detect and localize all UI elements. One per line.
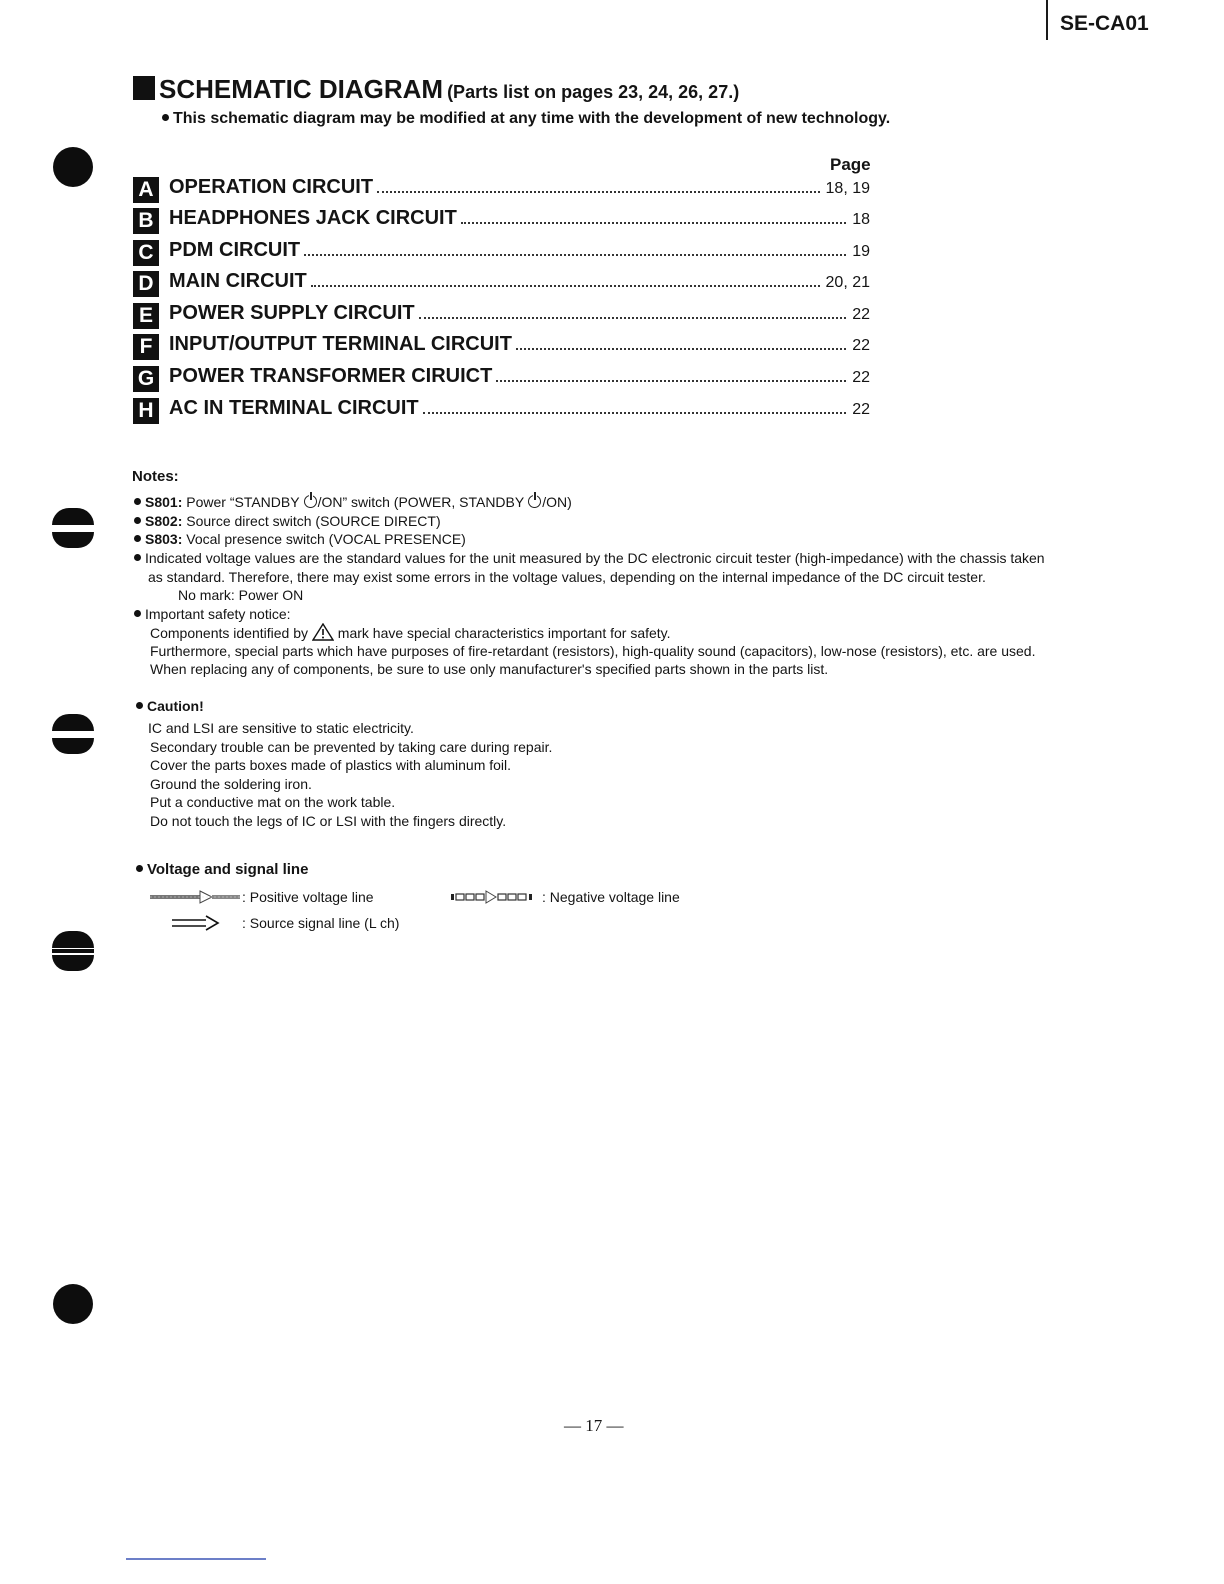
note-switch-s801: [134, 493, 572, 511]
page-number: — 17 —: [564, 1416, 624, 1435]
toc-letter-badge: H: [133, 398, 159, 424]
toc-row: [133, 333, 870, 361]
title-parts-reference: (Parts list on pages 23, 24, 26, 27.): [447, 82, 740, 102]
hole-punch-mark: [52, 714, 94, 754]
toc-row: [133, 365, 870, 393]
toc-letter-badge: G: [133, 366, 159, 392]
negative-voltage-line-icon: [450, 890, 542, 904]
legend-source: [172, 913, 399, 933]
toc-page: 22: [852, 306, 870, 323]
switch-text: /ON): [542, 494, 572, 510]
legend-heading-text: Voltage and signal line: [147, 861, 309, 878]
bullet-icon: [134, 517, 141, 524]
toc-leader-dots: [516, 348, 846, 350]
bullet-icon: [134, 610, 141, 617]
safety-heading-text: Important safety notice:: [145, 606, 291, 622]
switch-code: S802:: [145, 513, 183, 529]
subtitle-text: This schematic diagram may be modified at any time with the development of new technology.: [173, 110, 891, 127]
switch-text: /ON” switch (POWER, STANDBY: [317, 494, 525, 510]
note-switch-s803: [134, 530, 466, 548]
legend-heading: [136, 861, 308, 879]
bullet-icon: [136, 702, 143, 709]
title-square-icon: [133, 76, 155, 100]
switch-text: Power “STANDBY: [186, 494, 300, 510]
switch-code: S803:: [145, 531, 183, 547]
safety-line2: Furthermore, special parts which have purposes of fire-retardant (resistors), high-quality sound (capacitors), low-nose (resistors), etc. are used.: [150, 643, 1036, 659]
toc-row: [133, 239, 870, 267]
toc-letter-badge: E: [133, 303, 159, 329]
caution-heading: [136, 697, 204, 715]
toc-leader-dots: [311, 285, 820, 287]
toc-letter-badge: A: [133, 177, 159, 203]
legend-negative: [450, 887, 680, 907]
caution-line: Do not touch the legs of IC or LSI with the fingers directly.: [150, 813, 507, 829]
legend-source-text: : Source signal line (L ch): [242, 915, 400, 931]
toc-leader-dots: [423, 412, 847, 414]
switch-code: S801:: [145, 494, 183, 510]
source-signal-line-icon: [172, 915, 242, 931]
toc-label: OPERATION CIRCUIT: [169, 176, 374, 198]
notes-heading: Notes:: [132, 468, 179, 485]
safety-line1: [150, 623, 671, 642]
hole-punch-mark: [52, 508, 94, 548]
toc-leader-dots: [496, 380, 846, 382]
warning-triangle-icon: [312, 623, 334, 641]
standby-power-icon: [528, 495, 541, 508]
caution-line: Ground the soldering iron.: [150, 776, 312, 792]
switch-text: Source direct switch (SOURCE DIRECT): [186, 513, 441, 529]
toc-label: HEADPHONES JACK CIRCUIT: [169, 207, 457, 229]
toc-leader-dots: [304, 254, 846, 256]
caution-heading-text: Caution!: [147, 698, 204, 714]
safety-text: Components identified by: [150, 625, 308, 641]
legend-positive: [150, 887, 374, 907]
bullet-icon: [134, 554, 141, 561]
bullet-icon: [136, 865, 143, 872]
safety-line3: When replacing any of components, be sure to use only manufacturer's specified parts shown in the parts list.: [150, 661, 829, 677]
toc-page: 22: [852, 369, 870, 386]
caution-line: IC and LSI are sensitive to static electricity.: [148, 720, 414, 736]
toc-label: MAIN CIRCUIT: [169, 270, 307, 292]
bullet-icon: [134, 498, 141, 505]
toc-letter-badge: C: [133, 240, 159, 266]
voltage-note-line3: No mark: Power ON: [178, 587, 304, 603]
bullet-icon: [134, 535, 141, 542]
positive-voltage-line-icon: [150, 890, 242, 904]
toc-leader-dots: [419, 317, 847, 319]
legend-positive-text: : Positive voltage line: [242, 889, 374, 905]
title-main: SCHEMATIC DIAGRAM: [159, 74, 444, 104]
safety-heading: [134, 605, 291, 623]
model-number: SE-CA01: [1060, 12, 1149, 35]
toc-label: AC IN TERMINAL CIRCUIT: [169, 397, 419, 419]
hole-punch-mark: [53, 1284, 93, 1324]
toc-row: [133, 302, 870, 330]
toc-page: 22: [852, 337, 870, 354]
toc-page: 22: [852, 401, 870, 418]
section-title: [133, 74, 739, 105]
standby-power-icon: [304, 495, 317, 508]
toc-row: [133, 176, 870, 204]
toc-label: INPUT/OUTPUT TERMINAL CIRCUIT: [169, 333, 512, 355]
toc-row: [133, 207, 870, 235]
toc-page: 19: [852, 243, 870, 260]
toc-row: [133, 270, 870, 298]
note-switch-s802: [134, 512, 441, 530]
caution-line: Cover the parts boxes made of plastics with aluminum foil.: [150, 757, 512, 773]
subtitle: [162, 110, 890, 128]
legend-negative-text: : Negative voltage line: [542, 889, 680, 905]
toc-page: 18: [852, 211, 870, 228]
header-rule: [1046, 0, 1048, 40]
voltage-note-text: Indicated voltage values are the standard values for the unit measured by the DC electronic circuit tester (high-impedance) with the chassis taken: [145, 550, 1045, 566]
toc-row: [133, 397, 870, 425]
caution-line: Put a conductive mat on the work table.: [150, 794, 396, 810]
footer-line: [126, 1558, 266, 1560]
toc-letter-badge: D: [133, 271, 159, 297]
toc-label: PDM CIRCUIT: [169, 239, 301, 261]
toc-letter-badge: B: [133, 208, 159, 234]
hole-punch-mark: [52, 931, 94, 971]
hole-punch-mark: [53, 147, 93, 187]
toc-page-header: Page: [830, 155, 871, 174]
toc-leader-dots: [461, 222, 846, 224]
toc-letter-badge: F: [133, 334, 159, 360]
toc-label: POWER TRANSFORMER CIRUICT: [169, 365, 493, 387]
toc-label: POWER SUPPLY CIRCUIT: [169, 302, 415, 324]
caution-line: Secondary trouble can be prevented by taking care during repair.: [150, 739, 553, 755]
safety-text: mark have special characteristics important for safety.: [337, 625, 671, 641]
toc-leader-dots: [377, 191, 819, 193]
voltage-note-line1: [134, 549, 1045, 567]
voltage-note-line2: as standard. Therefore, there may exist some errors in the voltage values, depending on the internal impedance of the DC circuit tester.: [148, 569, 986, 585]
bullet-icon: [162, 114, 169, 121]
toc-page: 18, 19: [825, 180, 870, 197]
switch-text: Vocal presence switch (VOCAL PRESENCE): [186, 531, 466, 547]
toc-page: 20, 21: [825, 274, 870, 291]
